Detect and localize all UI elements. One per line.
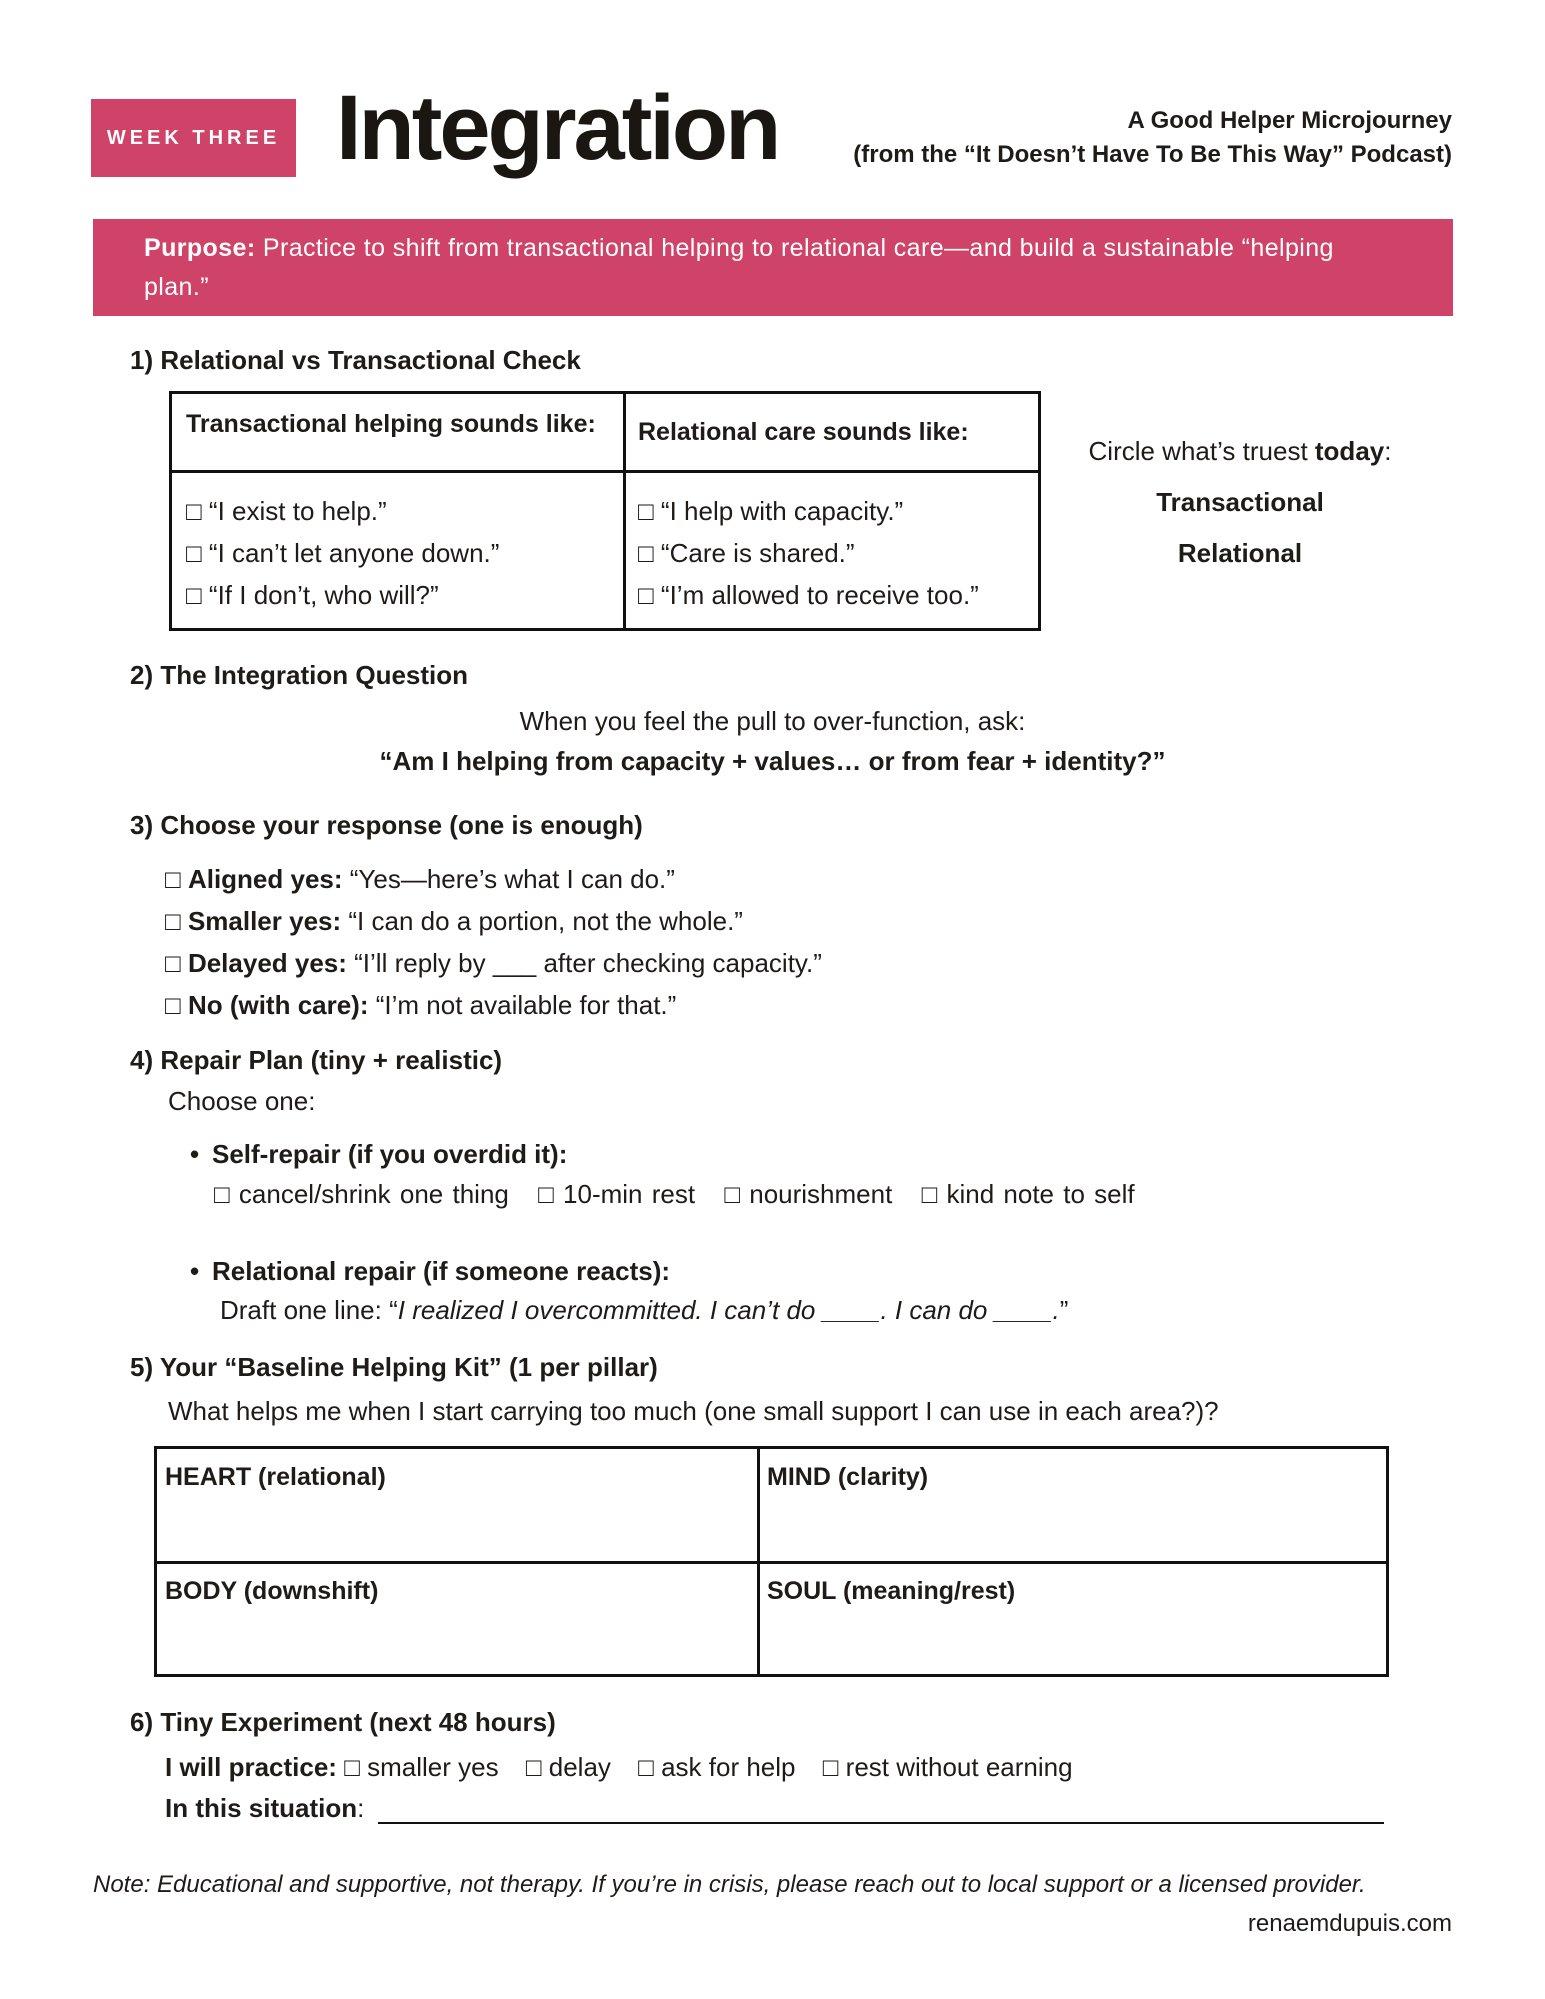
subtitle-line2: (from the “It Doesn’t Have To Be This Way” Podcast) bbox=[853, 141, 1452, 168]
purpose-text: Practice to shift from transactional helping to relational care—and build a sustainable “helping plan.” bbox=[144, 234, 1334, 301]
heart-cell[interactable]: HEART (relational) bbox=[165, 1463, 386, 1491]
circle-prompt bbox=[1060, 436, 1420, 569]
self-repair-options bbox=[214, 1179, 1155, 1210]
website-link[interactable]: renaemdupuis.com bbox=[1247, 1910, 1452, 1937]
question-lead: When you feel the pull to over-function, ask: bbox=[519, 706, 1026, 736]
choose-one: Choose one: bbox=[168, 1086, 316, 1116]
draft-post: ” bbox=[1059, 1295, 1069, 1325]
subtitle-line1: A Good Helper Microjourney bbox=[1127, 107, 1452, 134]
checkbox-item[interactable]: □ “I’m allowed to receive too.” bbox=[638, 580, 979, 610]
section2-heading: 2) The Integration Question bbox=[130, 660, 469, 690]
section6-heading: 6) Tiny Experiment (next 48 hours) bbox=[130, 1707, 556, 1737]
checkbox-item[interactable]: □ cancel/shrink one thing bbox=[214, 1179, 509, 1209]
response-item[interactable] bbox=[165, 900, 822, 942]
response-text: “I’m not available for that.” bbox=[368, 990, 677, 1020]
situation-colon: : bbox=[357, 1793, 365, 1823]
circle-prompt-pre: Circle what’s truest bbox=[1088, 436, 1315, 466]
option-transactional[interactable]: Transactional bbox=[1156, 487, 1324, 517]
section1-heading: 1) Relational vs Transactional Check bbox=[130, 345, 581, 375]
practice-row bbox=[165, 1752, 1093, 1783]
practice-label: I will practice: bbox=[165, 1752, 337, 1782]
response-label: Aligned yes: bbox=[187, 864, 343, 894]
checkbox-item[interactable]: □ “If I don’t, who will?” bbox=[186, 580, 439, 610]
draft-line bbox=[220, 1295, 1068, 1326]
checkbox-item[interactable]: □ nourishment bbox=[724, 1179, 893, 1209]
helping-kit-table bbox=[154, 1446, 1389, 1677]
transactional-header: Transactional helping sounds like: bbox=[186, 410, 596, 438]
section4-heading: 4) Repair Plan (tiny + realistic) bbox=[130, 1045, 503, 1075]
week-badge: WEEK THREE bbox=[91, 99, 296, 177]
response-text: “I’ll reply by ___ after checking capacity.” bbox=[346, 948, 822, 978]
relational-list bbox=[638, 490, 979, 616]
response-label: Smaller yes: bbox=[187, 906, 342, 936]
checkbox-icon: □ bbox=[165, 948, 188, 978]
checkbox-icon: □ bbox=[165, 864, 188, 894]
checkbox-item[interactable]: □ ask for help bbox=[638, 1752, 796, 1782]
draft-pre: Draft one line: “ bbox=[220, 1295, 398, 1325]
integration-question: “Am I helping from capacity + values… or from fear + identity?” bbox=[379, 746, 1166, 776]
checkbox-item[interactable]: □ “I can’t let anyone down.” bbox=[186, 538, 500, 568]
situation-label bbox=[165, 1793, 364, 1824]
situation-input-line[interactable] bbox=[378, 1822, 1384, 1824]
disclaimer-note: Note: Educational and supportive, not therapy. If you’re in crisis, please reach out to local support or a licensed provider. bbox=[93, 1871, 1366, 1898]
checkbox-icon: □ bbox=[165, 990, 188, 1020]
kit-lead: What helps me when I start carrying too much (one small support I can use in each area?)? bbox=[168, 1396, 1219, 1426]
checkbox-item[interactable]: □ “I exist to help.” bbox=[186, 496, 387, 526]
checkbox-item[interactable]: □ kind note to self bbox=[921, 1179, 1135, 1209]
response-item[interactable] bbox=[165, 984, 822, 1026]
response-list bbox=[165, 858, 822, 1026]
checkbox-item[interactable]: □ delay bbox=[525, 1752, 611, 1782]
self-repair-label: • Self-repair (if you overdid it): bbox=[212, 1139, 567, 1170]
response-item[interactable] bbox=[165, 858, 822, 900]
draft-italic: I realized I overcommitted. I can’t do ____. I can do ____. bbox=[397, 1295, 1060, 1325]
response-text: “I can do a portion, not the whole.” bbox=[341, 906, 743, 936]
response-label: No (with care): bbox=[187, 990, 369, 1020]
section3-heading: 3) Choose your response (one is enough) bbox=[130, 810, 643, 840]
response-text: “Yes—here’s what I can do.” bbox=[342, 864, 675, 894]
circle-prompt-today: today bbox=[1314, 436, 1385, 466]
checkbox-item[interactable]: □ “Care is shared.” bbox=[638, 538, 855, 568]
purpose-label: Purpose: bbox=[144, 234, 256, 262]
checkbox-item[interactable]: □ “I help with capacity.” bbox=[638, 496, 904, 526]
option-relational[interactable]: Relational bbox=[1177, 538, 1303, 568]
soul-cell[interactable]: SOUL (meaning/rest) bbox=[767, 1577, 1016, 1605]
checkbox-item[interactable]: □ rest without earning bbox=[822, 1752, 1073, 1782]
response-item[interactable] bbox=[165, 942, 822, 984]
table-divider bbox=[623, 394, 626, 628]
section5-heading: 5) Your “Baseline Helping Kit” (1 per pillar) bbox=[130, 1352, 658, 1382]
relational-repair-label: • Relational repair (if someone reacts): bbox=[212, 1256, 670, 1287]
purpose-banner bbox=[93, 219, 1453, 316]
situation-label-text: In this situation bbox=[165, 1793, 358, 1823]
checkbox-item[interactable]: □ 10-min rest bbox=[538, 1179, 696, 1209]
table-divider bbox=[172, 470, 1038, 473]
relational-header: Relational care sounds like: bbox=[638, 418, 969, 446]
body-cell[interactable]: BODY (downshift) bbox=[165, 1577, 379, 1605]
checkbox-item[interactable]: □ smaller yes bbox=[344, 1752, 499, 1782]
response-label: Delayed yes: bbox=[187, 948, 347, 978]
checkbox-icon: □ bbox=[165, 906, 188, 936]
transactional-list bbox=[186, 490, 499, 616]
page-title: Integration bbox=[336, 77, 779, 179]
subtitle bbox=[853, 104, 1452, 172]
table-divider bbox=[157, 1561, 1386, 1564]
circle-prompt-colon: : bbox=[1384, 436, 1392, 466]
check-table bbox=[169, 391, 1041, 631]
mind-cell[interactable]: MIND (clarity) bbox=[767, 1463, 929, 1491]
